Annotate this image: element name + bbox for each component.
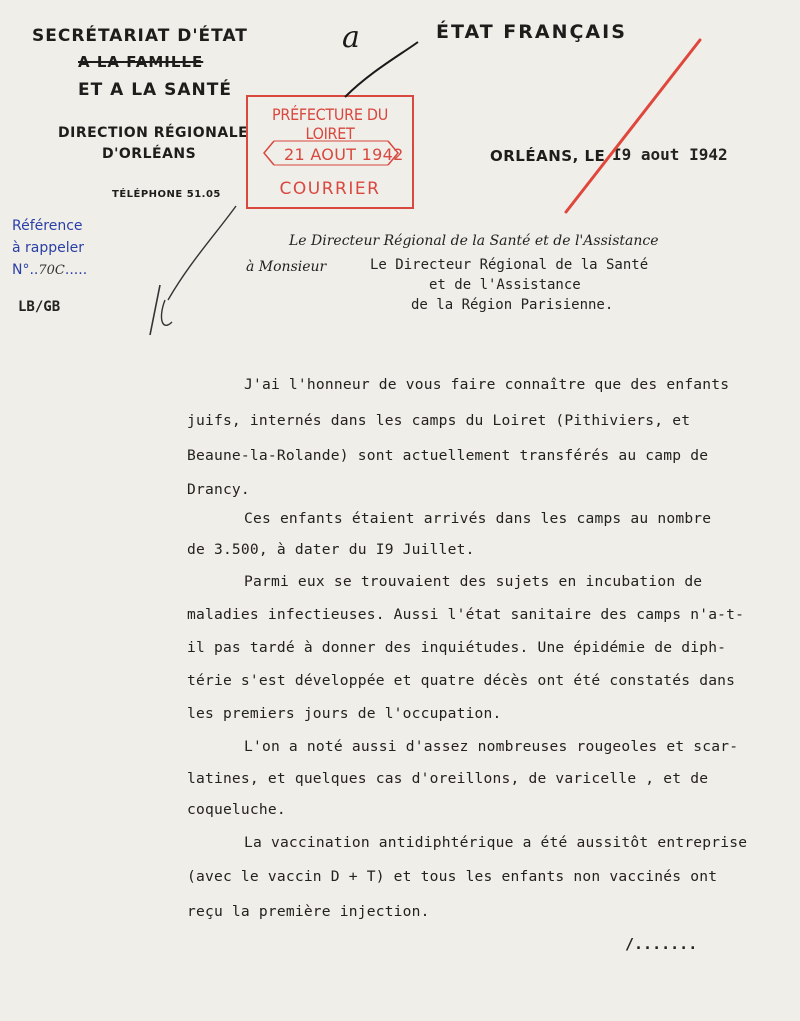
letterhead-orleans: D'ORLÉANS [102,146,197,162]
recipient-prefix: à Monsieur [246,259,327,275]
body-line: Beaune-la-Rolande) sont actuellement transférés au camp de [187,447,709,464]
stamp-courrier: COURRIER [279,179,381,199]
reference-label: Référence [12,218,83,234]
recipient-line-2: et de l'Assistance [429,277,581,293]
letterhead-phone: TÉLÉPHONE 51.05 [112,189,221,200]
body-line: térie s'est développée et quatre décès ont été constatés dans [187,672,736,689]
letterhead-etat-francais: ÉTAT FRANÇAIS [436,21,627,43]
body-line: les premiers jours de l'occupation. [187,705,502,722]
body-line: latines, et quelques cas d'oreillons, de varicelle , et de [187,770,709,787]
body-line: L'on a noté aussi d'assez nombreuses rougeoles et scar- [244,738,739,755]
body-line: juifs, internés dans les camps du Loiret (Pithiviers, et [187,412,691,429]
body-line: reçu la première injection. [187,903,430,920]
body-line: Ces enfants étaient arrivés dans les camps au nombre [244,510,712,527]
sender-line: Le Directeur Régional de la Santé et de l'Assistance [289,233,659,249]
continuation-mark: /....... [625,935,698,953]
stamp-prefecture: PRÉFECTURE DU LOIRET [272,105,388,143]
letterhead-direction: DIRECTION RÉGIONALE [58,125,249,141]
reference-number-handwritten: 70C [38,263,65,278]
letterhead-ministry: SECRÉTARIAT D'ÉTAT [32,26,248,46]
body-line: Drancy. [187,481,250,498]
reference-number-prefix: N° [12,262,30,278]
reference-rappeler: à rappeler [12,240,85,256]
reference-number: N°..70C..... [12,262,88,278]
body-line: de 3.500, à dater du I9 Juillet. [187,541,475,558]
recipient-line-1: Le Directeur Régional de la Santé [370,257,649,273]
typist-initials: LB/GB [18,299,61,315]
handwritten-mark-margin [178,295,192,309]
letterhead-sante: ET A LA SANTÉ [78,80,232,100]
recipient-line-3: de la Région Parisienne. [411,297,614,313]
body-line: Parmi eux se trouvaient des sujets en incubation de [244,573,703,590]
body-line: il pas tardé à donner des inquiétudes. Une épidémie de diph- [187,639,727,656]
stamp-date: 21 AOUT 1942 [284,145,404,164]
body-line: La vaccination antidiphtérique a été aussitôt entreprise [244,834,748,851]
body-line: maladies infectieuses. Aussi l'état sanitaire des camps n'a-t- [187,606,745,623]
date-typed: I9 aout I942 [612,145,728,164]
body-line: (avec le vaccin D + T) et tous les enfants non vaccinés ont [187,868,718,885]
place-date-prefix: ORLÉANS, LE [490,147,606,165]
body-line: coqueluche. [187,801,286,818]
body-line: J'ai l'honneur de vous faire connaître que des enfants [244,376,730,393]
handwritten-mark-top: a [342,20,360,55]
letterhead-struck-line: A LA FAMILLE [78,53,204,71]
